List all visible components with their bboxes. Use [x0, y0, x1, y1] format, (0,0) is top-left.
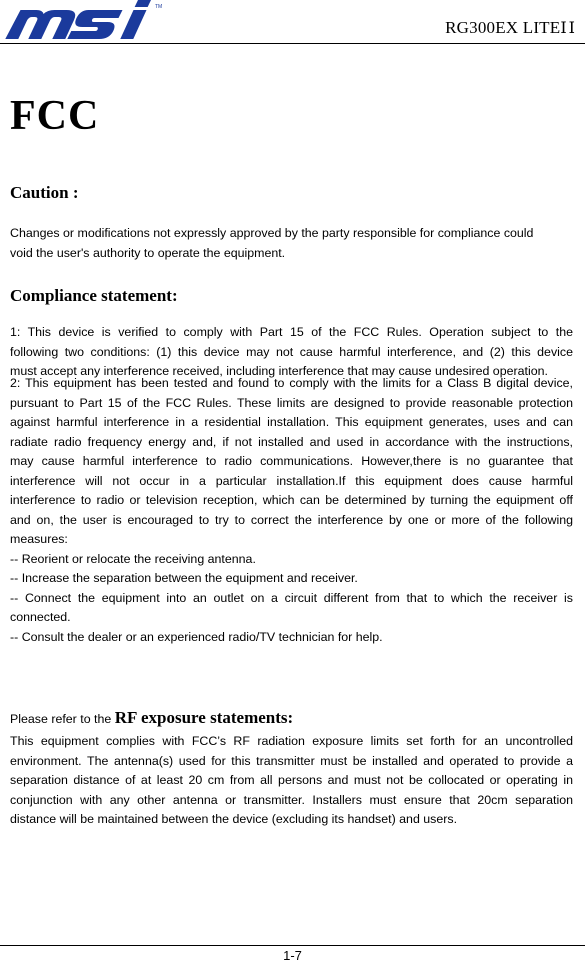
text-line: may cause harmful interference to radio communications. However,there is no guarantee that	[10, 454, 573, 468]
compliance-item-1	[10, 323, 573, 382]
text-line: 1: This device is verified to comply with Part 15 of the FCC Rules. Operation subject to the	[10, 325, 573, 339]
rf-intro-text: Please refer to the	[10, 712, 115, 726]
compliance-heading: Compliance statement:	[10, 286, 178, 305]
caution-heading: Caution :	[10, 183, 79, 202]
measure-item: -- Connect the equipment into an outlet on a circuit different from that to which the receiver is	[10, 590, 573, 605]
rf-heading: RF exposure statements:	[114, 708, 294, 727]
rf-paragraph	[10, 732, 573, 830]
text-line: must accept any interference received, including interference that may cause undesired operation.	[10, 364, 548, 378]
model-name	[445, 18, 577, 38]
text-line: environment. The antenna(s) used for this transmitter must be installed and operated to provide a	[10, 753, 573, 768]
measure-item: -- Increase the separation between the equipment and receiver.	[10, 571, 358, 585]
measure-item: -- Consult the dealer or an experienced radio/TV technician for help.	[10, 629, 383, 644]
text-line: interference will not occur in a particular installation.If this equipment does cause harmful	[10, 473, 573, 488]
model-main: RG300EX LITE	[445, 18, 561, 37]
text-line: separation distance of at least 20 cm from all persons and must not be collocated or operating in	[10, 773, 573, 787]
text-line: following two conditions: (1) this device may not cause harmful interference, and (2) this device	[10, 344, 573, 359]
model-suffix: II	[560, 18, 577, 37]
text-line: interference to radio or television reception, which can be determined by turning the equipment off	[10, 493, 573, 507]
trademark-text: TM	[155, 4, 163, 10]
header-divider	[0, 43, 585, 44]
text-line: conjunction with any other antenna or transmitter. Installers must ensure that 20cm separation	[10, 792, 573, 807]
page-number: 1-7	[283, 948, 302, 963]
text-line: and on, the user is encouraged to try to correct the interference by one or more of the following	[10, 512, 573, 527]
text-line: This equipment complies with FCC’s RF radiation exposure limits set forth for an uncontrolled	[10, 734, 573, 748]
caution-line: void the user's authority to operate the equipment.	[10, 245, 286, 260]
msi-logo	[5, 0, 170, 42]
text-line: distance will be maintained between the device (excluding its handset) and users.	[10, 812, 458, 826]
caution-line: Changes or modifications not expressly approved by the party responsible for compliance could	[10, 226, 534, 240]
text-line: measures:	[10, 532, 68, 546]
rf-intro-line	[10, 708, 573, 730]
text-line: radiate radio frequency energy and, if not installed and used in accordance with the instructions,	[10, 434, 573, 449]
footer-divider	[0, 945, 585, 946]
text-line: against harmful interference in a residential installation. This equipment generates, uses and can	[10, 415, 573, 429]
page-title: FCC	[10, 93, 100, 139]
measure-item: connected.	[10, 610, 71, 624]
compliance-item-2	[10, 374, 573, 647]
measure-item: -- Reorient or relocate the receiving antenna.	[10, 551, 256, 566]
text-line: pursuant to Part 15 of the FCC Rules. These limits are designed to provide reasonable protection	[10, 395, 573, 410]
text-line: 2: This equipment has been tested and found to comply with the limits for a Class B digital device,	[10, 376, 573, 390]
caution-paragraph	[10, 224, 573, 263]
